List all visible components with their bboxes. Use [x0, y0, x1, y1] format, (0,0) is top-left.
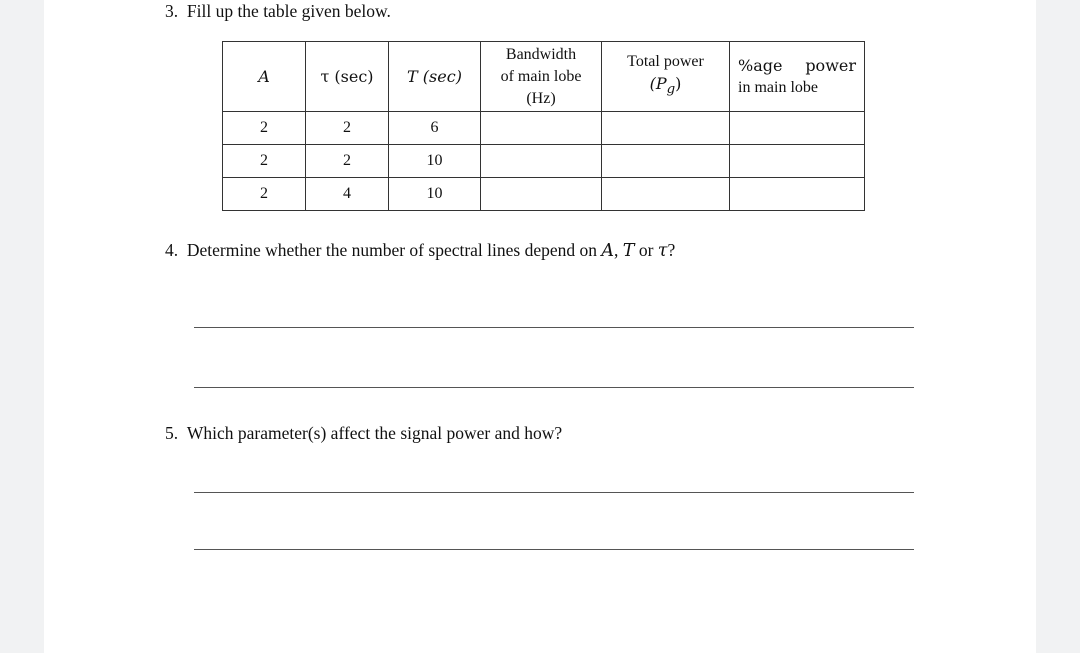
question-number: 4.	[165, 240, 179, 260]
cell-percent-power[interactable]	[730, 112, 865, 145]
question-5	[165, 423, 562, 443]
cell-tau: 2	[306, 112, 389, 145]
cell-bandwidth[interactable]	[481, 112, 602, 145]
table-row	[223, 112, 865, 145]
answer-line[interactable]	[194, 327, 914, 328]
header-bandwidth: Bandwidth of main lobe (Hz)	[481, 42, 602, 112]
question-4	[165, 240, 675, 261]
cell-percent-power[interactable]	[730, 178, 865, 211]
question-number: 5.	[165, 423, 179, 443]
cell-bandwidth[interactable]	[481, 178, 602, 211]
cell-bandwidth[interactable]	[481, 145, 602, 178]
cell-total-power[interactable]	[602, 112, 730, 145]
table-header-row	[223, 42, 865, 112]
question-text: Fill up the table given below.	[186, 1, 391, 21]
header-amplitude: A	[223, 42, 306, 112]
question-number: 3.	[165, 1, 179, 21]
table-row	[223, 178, 865, 211]
cell-total-power[interactable]	[602, 178, 730, 211]
cell-period: 10	[389, 145, 481, 178]
answer-line[interactable]	[194, 492, 914, 493]
header-percent-power: %age power in main lobe	[730, 42, 865, 112]
cell-amplitude: 2	[223, 145, 306, 178]
cell-period: 6	[389, 112, 481, 145]
cell-tau: 2	[306, 145, 389, 178]
question-text: Determine whether the number of spectral lines depend on A, T or τ?	[186, 240, 676, 261]
question-text: Which parameter(s) affect the signal power and how?	[186, 423, 563, 443]
cell-total-power[interactable]	[602, 145, 730, 178]
cell-tau: 4	[306, 178, 389, 211]
answer-line[interactable]	[194, 549, 914, 550]
cell-period: 10	[389, 178, 481, 211]
cell-percent-power[interactable]	[730, 145, 865, 178]
cell-amplitude: 2	[223, 178, 306, 211]
header-period: T (sec)	[389, 42, 481, 112]
question-3	[165, 1, 391, 21]
answer-line[interactable]	[194, 387, 914, 388]
header-tau: τ (sec)	[306, 42, 389, 112]
data-table	[222, 41, 865, 211]
table-row	[223, 145, 865, 178]
cell-amplitude: 2	[223, 112, 306, 145]
header-total-power: Total power $(P_g)$	[602, 42, 730, 112]
